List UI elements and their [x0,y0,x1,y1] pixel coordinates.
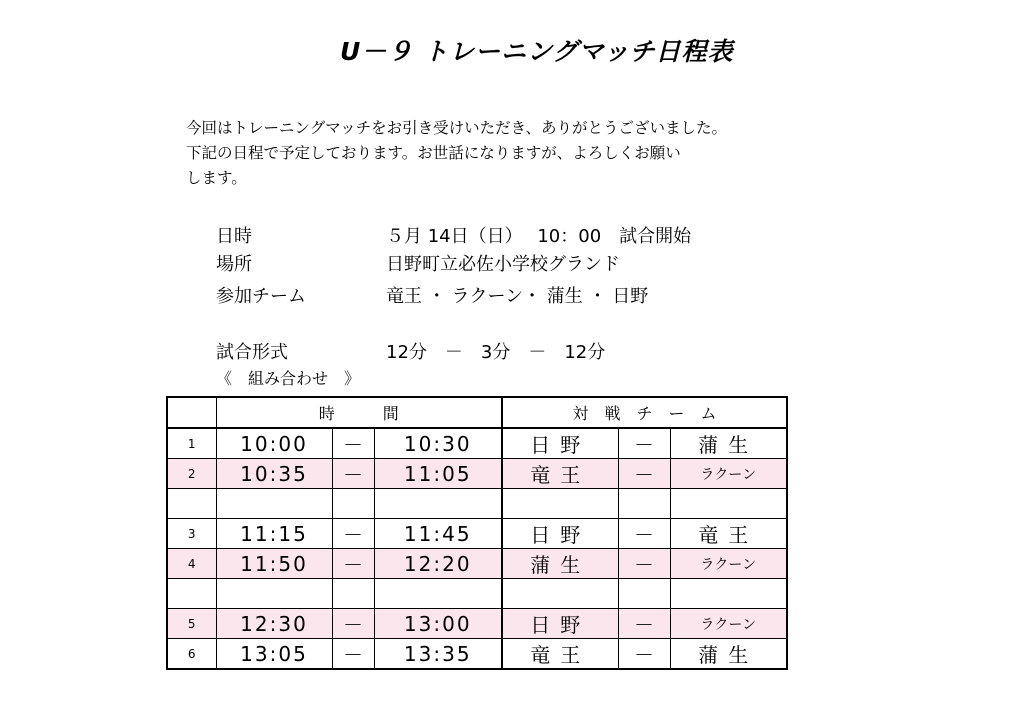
intro-line: 今回はトレーニングマッチをお引き受けいただき、ありがとうございました。 [186,119,727,137]
match-number-cell: 2 [167,459,216,489]
start-time-cell [216,489,332,519]
combination-heading: 《 組み合わせ 》 [216,369,361,388]
vs-dash-cell [618,579,670,609]
vs-dash-cell: － [618,459,670,489]
end-time-cell: 12:20 [374,549,502,579]
team-away-cell: ラクーン [670,459,787,489]
header-time: 時 間 [216,397,502,428]
teams-label: 参加チーム [216,286,306,307]
match-number-cell: 1 [167,428,216,459]
start-time-cell: 12:30 [216,609,332,639]
start-time-cell [216,579,332,609]
format-label: 試合形式 [216,342,288,363]
time-dash-cell: － [332,609,374,639]
vs-dash-cell: － [618,549,670,579]
match-number-cell [167,489,216,519]
spacer-row [167,579,787,609]
team-home-cell: 蒲生 [502,549,618,579]
schedule-table [166,396,788,670]
vs-dash-cell: － [618,639,670,670]
spacer-row [167,489,787,519]
team-home-cell: 竜王 [502,639,618,670]
team-away-cell: 蒲生 [670,428,787,459]
team-away-cell: ラクーン [670,549,787,579]
start-time-cell: 10:35 [216,459,332,489]
team-away-cell: 蒲生 [670,639,787,670]
end-time-cell: 11:45 [374,519,502,549]
time-dash-cell: － [332,639,374,670]
team-away-cell [670,579,787,609]
match-number-cell: 6 [167,639,216,670]
datetime-value: ５月 14日（日） 10：00 試合開始 [386,226,692,247]
start-time-cell: 11:15 [216,519,332,549]
team-home-cell: 日野 [502,428,618,459]
place-value: 日野町立必佐小学校グランド [386,254,620,275]
time-dash-cell [332,579,374,609]
match-number-cell: 5 [167,609,216,639]
team-home-cell [502,579,618,609]
vs-dash-cell: － [618,609,670,639]
time-dash-cell: － [332,459,374,489]
team-home-cell: 日野 [502,609,618,639]
team-away-cell: ラクーン [670,609,787,639]
start-time-cell: 13:05 [216,639,332,670]
start-time-cell: 11:50 [216,549,332,579]
team-home-cell: 竜王 [502,459,618,489]
table-row [167,459,787,489]
table-row [167,519,787,549]
end-time-cell: 10:30 [374,428,502,459]
format-value: 12分 － 3分 － 12分 [386,342,606,363]
time-dash-cell [332,489,374,519]
table-row [167,549,787,579]
end-time-cell [374,489,502,519]
teams-value: 竜王 ・ ラクーン・ 蒲生 ・ 日野 [386,286,649,307]
time-dash-cell: － [332,549,374,579]
match-number-cell: 4 [167,549,216,579]
vs-dash-cell: － [618,519,670,549]
datetime-label: 日時 [216,226,252,247]
intro-text [186,116,727,191]
team-away-cell [670,489,787,519]
team-home-cell: 日野 [502,519,618,549]
end-time-cell: 13:35 [374,639,502,670]
time-dash-cell: － [332,519,374,549]
table-row [167,428,787,459]
match-number-cell [167,579,216,609]
time-dash-cell: － [332,428,374,459]
team-away-cell: 竜王 [670,519,787,549]
vs-dash-cell [618,489,670,519]
table-row [167,609,787,639]
match-number-cell: 3 [167,519,216,549]
intro-line: 下記の日程で予定しております。お世話になりますが、よろしくお願い [186,144,681,162]
team-home-cell [502,489,618,519]
place-label: 場所 [216,254,252,275]
end-time-cell [374,579,502,609]
page-title: U－９ トレーニングマッチ日程表 [340,37,734,66]
intro-line: します。 [186,169,247,187]
start-time-cell: 10:00 [216,428,332,459]
end-time-cell: 13:00 [374,609,502,639]
header-blank-cell [167,397,216,428]
end-time-cell: 11:05 [374,459,502,489]
header-teams: 対 戦 チ ー ム [502,397,787,428]
table-header-row [167,397,787,428]
table-row [167,639,787,670]
vs-dash-cell: － [618,428,670,459]
